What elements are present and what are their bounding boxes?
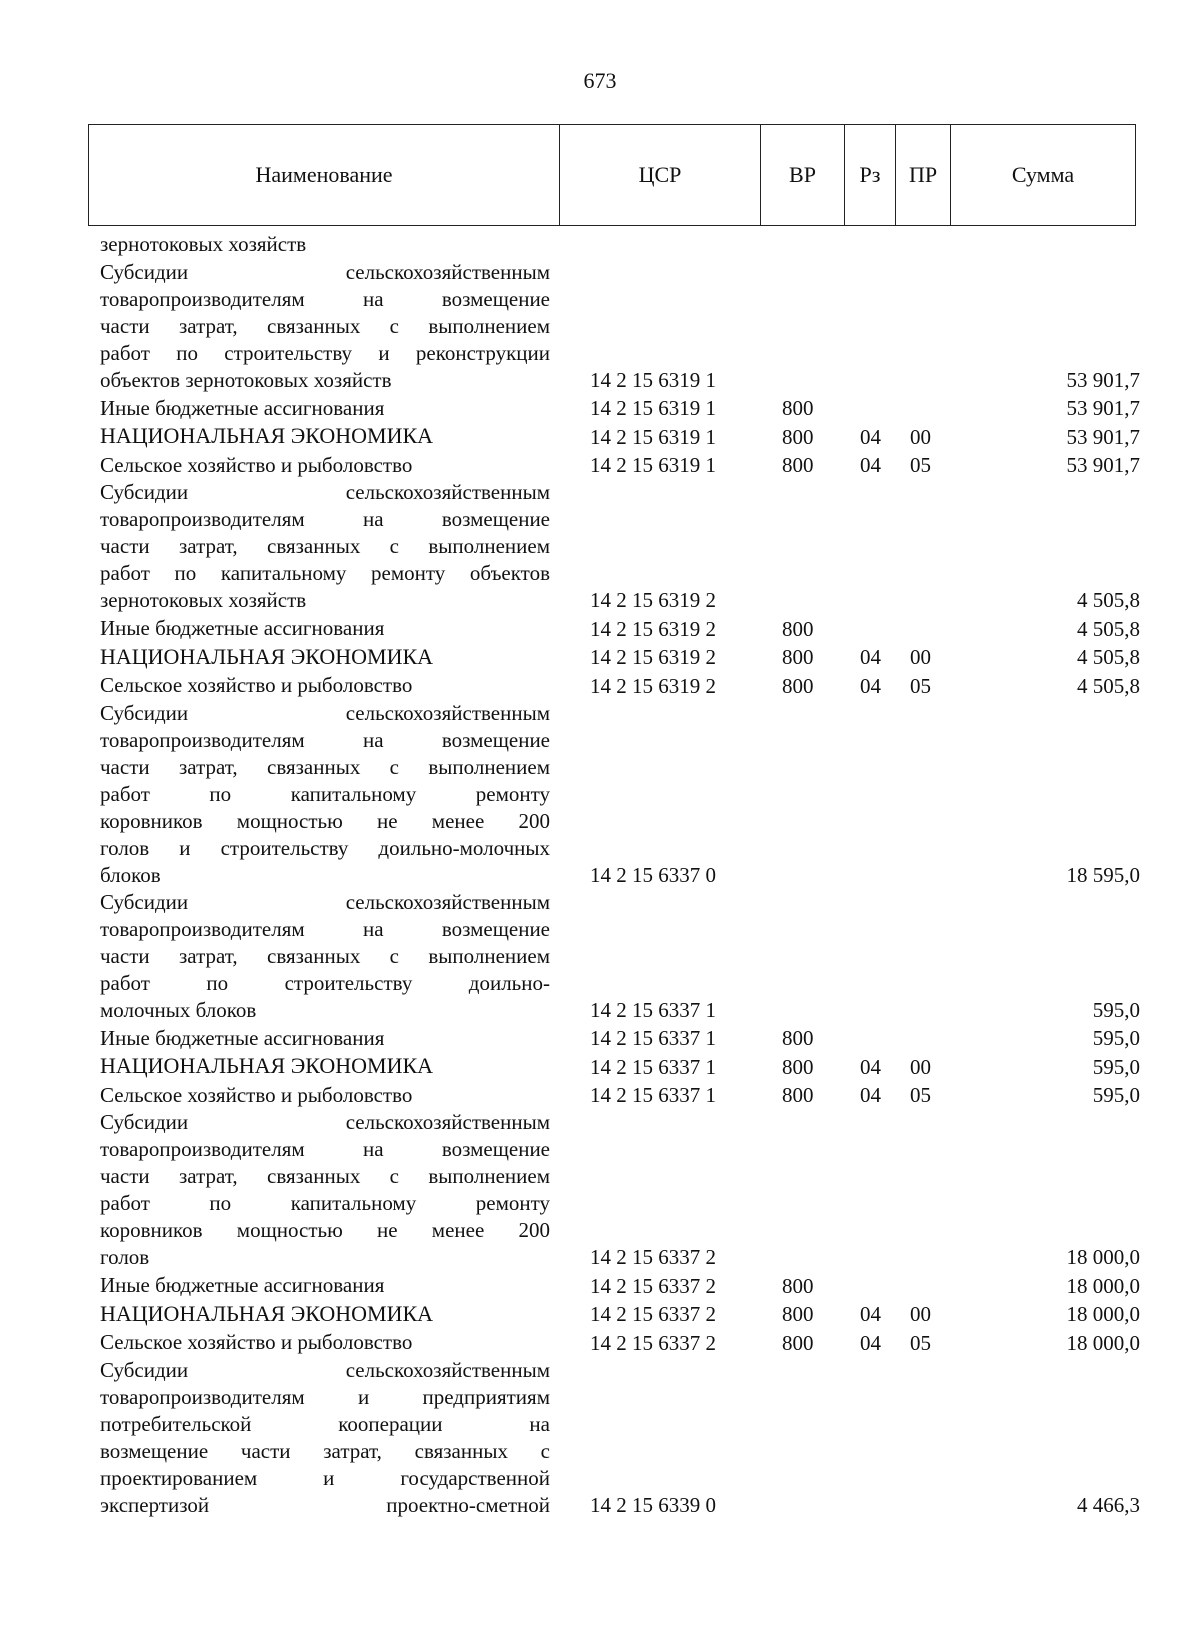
row-csr: 14 2 15 6319 1: [590, 453, 716, 477]
table-row: [100, 230, 1140, 259]
row-name: [100, 1328, 550, 1357]
row-csr: 14 2 15 6337 1: [590, 997, 716, 1022]
row-csr: 14 2 15 6319 1: [590, 396, 716, 420]
row-sum: 595,0: [1092, 1026, 1140, 1050]
row-name-line: Субсидии сельскохозяйственным: [100, 1110, 550, 1134]
row-vr: 800: [782, 616, 814, 641]
row-sum: 18 000,0: [1066, 1273, 1140, 1298]
row-name-line: возмещение части затрат, связанных с: [100, 1438, 550, 1463]
row-name-line: молочных блоков: [100, 997, 257, 1022]
row-name: [100, 479, 550, 614]
row-name-line: Иные бюджетные ассигнования: [100, 1273, 385, 1297]
row-csr: 14 2 15 6337 0: [590, 862, 716, 887]
row-name-line: объектов зернотоковых хозяйств: [100, 367, 392, 392]
row-name-line: НАЦИОНАЛЬНАЯ ЭКОНОМИКА: [100, 1300, 434, 1326]
row-name-line: работ по капитальному ремонту: [100, 781, 550, 806]
row-rz: 04: [860, 1330, 881, 1355]
row-name-line: работ по строительству и реконструкции: [100, 340, 550, 365]
row-csr: 14 2 15 6337 2: [590, 1245, 716, 1269]
row-csr: 14 2 15 6319 2: [590, 673, 716, 698]
row-csr: 14 2 15 6337 2: [590, 1273, 716, 1298]
table-row: [100, 1081, 1140, 1110]
row-name-line: части затрат, связанных с выполнением: [100, 754, 550, 779]
row-rz: 04: [860, 453, 881, 477]
row-csr: 14 2 15 6339 0: [590, 1492, 716, 1517]
row-name: [100, 394, 550, 423]
table-row: [100, 1300, 1140, 1329]
row-name: [100, 1357, 550, 1519]
row-pr: 05: [910, 1330, 931, 1355]
row-vr: 800: [782, 1330, 814, 1355]
row-sum: 595,0: [1092, 1054, 1140, 1079]
row-name-line: НАЦИОНАЛЬНАЯ ЭКОНОМИКА: [100, 643, 434, 669]
table-row: [100, 1357, 1140, 1519]
table-row: [100, 1024, 1140, 1053]
row-name-line: НАЦИОНАЛЬНАЯ ЭКОНОМИКА: [100, 1053, 434, 1078]
row-rz: 04: [860, 1083, 881, 1107]
row-name-line: Иные бюджетные ассигнования: [100, 616, 385, 640]
row-name: [100, 1271, 550, 1300]
row-name: [100, 700, 550, 889]
row-csr: 14 2 15 6319 2: [590, 616, 716, 641]
row-name: [100, 259, 550, 394]
row-vr: 800: [782, 1083, 814, 1107]
row-name: [100, 451, 550, 480]
row-name: [100, 1052, 550, 1081]
row-name-line: зернотоковых хозяйств: [100, 232, 307, 256]
row-sum: 53 901,7: [1066, 367, 1140, 392]
row-name: [100, 889, 550, 1024]
row-name-line: Субсидии сельскохозяйственным: [100, 700, 550, 725]
row-name-line: части затрат, связанных с выполнением: [100, 534, 550, 558]
row-sum: 18 000,0: [1066, 1245, 1140, 1269]
row-rz: 04: [860, 1302, 881, 1326]
row-rz: 04: [860, 424, 881, 449]
table-row: [100, 643, 1140, 672]
header-name: Наименование: [89, 125, 560, 225]
row-csr: 14 2 15 6337 1: [590, 1083, 716, 1107]
table-row: [100, 1328, 1140, 1357]
table-row: [100, 1052, 1140, 1081]
row-name-line: товаропроизводителям на возмещение: [100, 727, 550, 752]
header-csr: ЦСР: [560, 125, 761, 225]
row-name-line: товаропроизводителям и предприятиям: [100, 1384, 550, 1409]
row-sum: 53 901,7: [1066, 453, 1140, 477]
row-csr: 14 2 15 6319 1: [590, 424, 716, 449]
table-row: [100, 1271, 1140, 1300]
row-vr: 800: [782, 1273, 814, 1298]
row-sum: 18 595,0: [1066, 862, 1140, 887]
row-pr: 05: [910, 453, 931, 477]
row-sum: 53 901,7: [1066, 424, 1140, 449]
page-number: 673: [583, 68, 617, 93]
row-vr: 800: [782, 424, 814, 449]
row-name-line: проектированием и государственной: [100, 1465, 550, 1490]
row-name-line: голов: [100, 1245, 150, 1269]
row-name-line: товаропроизводителям на возмещение: [100, 286, 550, 311]
row-sum: 4 505,8: [1077, 645, 1140, 669]
table-row: [100, 1109, 1140, 1271]
table-row: [100, 700, 1140, 889]
row-vr: 800: [782, 453, 814, 477]
row-sum: 4 505,8: [1077, 588, 1140, 612]
header-vr: ВР: [761, 125, 845, 225]
row-name-line: Субсидии сельскохозяйственным: [100, 889, 550, 914]
table-body: [100, 230, 1140, 1519]
row-sum: 4 466,3: [1077, 1492, 1140, 1517]
row-name: [100, 1109, 550, 1271]
table-row: [100, 479, 1140, 614]
row-name-line: Сельское хозяйство и рыболовство: [100, 673, 413, 697]
row-name-line: НАЦИОНАЛЬНАЯ ЭКОНОМИКА: [100, 423, 434, 448]
row-vr: 800: [782, 645, 814, 669]
row-vr: 800: [782, 673, 814, 698]
row-csr: 14 2 15 6337 2: [590, 1302, 716, 1326]
table-row: [100, 451, 1140, 480]
row-vr: 800: [782, 1302, 814, 1326]
row-name-line: товаропроизводителям на возмещение: [100, 1137, 550, 1161]
row-name: [100, 643, 550, 672]
row-sum: 53 901,7: [1066, 396, 1140, 420]
row-name-line: Субсидии сельскохозяйственным: [100, 480, 550, 504]
row-pr: 00: [910, 1302, 931, 1326]
row-sum: 4 505,8: [1077, 673, 1140, 698]
table-row: [100, 259, 1140, 394]
row-rz: 04: [860, 673, 881, 698]
row-pr: 05: [910, 1083, 931, 1107]
row-name-line: Сельское хозяйство и рыболовство: [100, 1082, 413, 1107]
row-sum: 595,0: [1092, 1083, 1140, 1107]
row-vr: 800: [782, 1054, 814, 1079]
row-name-line: Сельское хозяйство и рыболовство: [100, 452, 413, 477]
table-row: [100, 394, 1140, 423]
header-sum: Сумма: [1011, 162, 1075, 187]
row-sum: 595,0: [1092, 997, 1140, 1022]
row-name-line: блоков: [100, 862, 161, 887]
table-header: [88, 124, 1136, 226]
row-name: [100, 230, 550, 259]
row-name-line: Субсидии сельскохозяйственным: [100, 259, 550, 284]
row-rz: 04: [860, 645, 881, 669]
row-name: [100, 614, 550, 643]
row-name-line: голов и строительству доильно-молочных: [100, 835, 550, 860]
row-name-line: части затрат, связанных с выполнением: [100, 1164, 550, 1188]
row-csr: 14 2 15 6319 2: [590, 645, 716, 669]
row-name-line: Сельское хозяйство и рыболовство: [100, 1330, 413, 1354]
row-sum: 18 000,0: [1066, 1302, 1140, 1326]
row-name-line: коровников мощностью не менее 200: [100, 808, 550, 833]
row-name: [100, 1024, 550, 1053]
row-sum: 18 000,0: [1066, 1330, 1140, 1355]
row-name: [100, 1300, 550, 1329]
row-name: [100, 422, 550, 451]
row-name: [100, 671, 550, 700]
header-pr: ПР: [896, 125, 951, 225]
row-vr: 800: [782, 1026, 814, 1050]
row-name-line: экспертизой проектно-сметной: [100, 1492, 550, 1517]
row-pr: 00: [910, 1054, 931, 1079]
row-name-line: работ по капитальному ремонту: [100, 1191, 550, 1215]
row-csr: 14 2 15 6337 1: [590, 1054, 716, 1079]
row-name-line: коровников мощностью не менее 200: [100, 1218, 550, 1242]
row-sum: 4 505,8: [1077, 616, 1140, 641]
row-csr: 14 2 15 6337 2: [590, 1330, 716, 1355]
row-rz: 04: [860, 1054, 881, 1079]
row-name-line: работ по строительству доильно-: [100, 970, 550, 995]
row-name: [100, 1081, 550, 1110]
row-name-line: потребительской кооперации на: [100, 1411, 550, 1436]
row-csr: 14 2 15 6337 1: [590, 1026, 716, 1050]
row-csr: 14 2 15 6319 1: [590, 367, 716, 392]
row-name-line: части затрат, связанных с выполнением: [100, 943, 550, 968]
row-pr: 05: [910, 673, 931, 698]
row-name-line: Иные бюджетные ассигнования: [100, 1025, 385, 1050]
table-row: [100, 889, 1140, 1024]
row-csr: 14 2 15 6319 2: [590, 588, 716, 612]
table-row: [100, 422, 1140, 451]
table-row: [100, 614, 1140, 643]
header-rz: Рз: [845, 125, 896, 225]
row-name-line: Иные бюджетные ассигнования: [100, 395, 385, 420]
table-row: [100, 671, 1140, 700]
row-name-line: Субсидии сельскохозяйственным: [100, 1357, 550, 1382]
row-name-line: товаропроизводителям на возмещение: [100, 507, 550, 531]
row-name-line: товаропроизводителям на возмещение: [100, 916, 550, 941]
row-name-line: работ по капитальному ремонту объектов: [100, 561, 550, 585]
row-vr: 800: [782, 396, 814, 420]
row-name-line: зернотоковых хозяйств: [100, 588, 307, 612]
row-pr: 00: [910, 424, 931, 449]
row-name-line: части затрат, связанных с выполнением: [100, 313, 550, 338]
row-pr: 00: [910, 645, 931, 669]
